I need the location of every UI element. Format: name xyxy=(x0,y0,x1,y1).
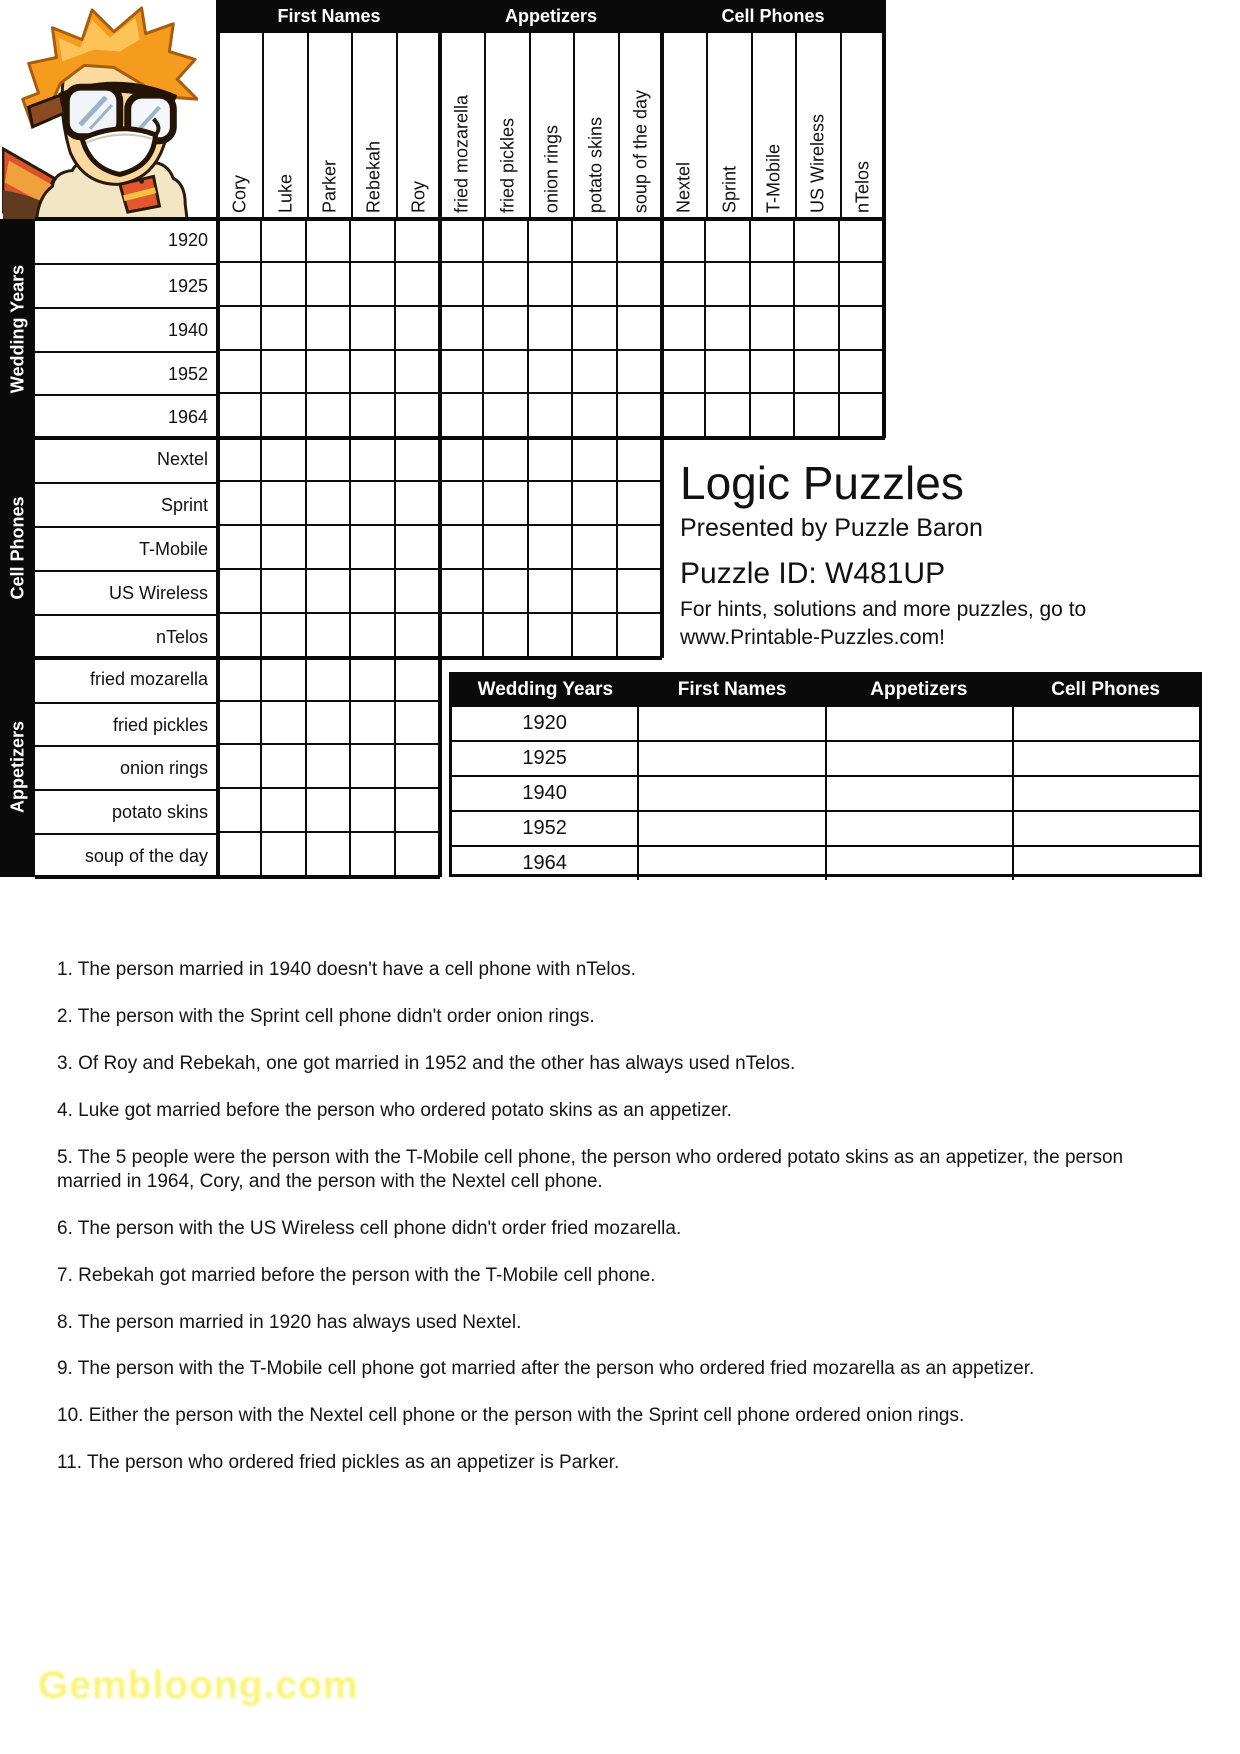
grid-cell[interactable] xyxy=(351,263,395,307)
col-label-text: Luke xyxy=(275,173,296,213)
grid-cell[interactable] xyxy=(795,219,839,263)
grid-cell[interactable] xyxy=(529,351,573,395)
grid-cell[interactable] xyxy=(484,394,528,438)
clue-item: 11. The person who ordered fried pickles as an appetizer is Parker. xyxy=(57,1452,620,1474)
grid-cell[interactable] xyxy=(307,658,351,702)
col-label-text: Nextel xyxy=(673,161,694,213)
answer-empty-cell[interactable] xyxy=(1012,707,1199,740)
grid-cell[interactable] xyxy=(351,438,395,482)
grid-cell[interactable] xyxy=(529,219,573,263)
grid-cell[interactable] xyxy=(573,438,617,482)
grid-cell[interactable] xyxy=(618,614,662,658)
answer-year-cell: 1940 xyxy=(522,782,567,804)
grid-cell[interactable] xyxy=(262,702,306,746)
grid-cell[interactable] xyxy=(218,263,262,307)
grid-cell[interactable] xyxy=(351,394,395,438)
col-label-text: soup of the day xyxy=(630,89,651,213)
grid-cell[interactable] xyxy=(840,219,884,263)
col-label-text: Cory xyxy=(229,174,250,213)
page-title: Logic Puzzles xyxy=(680,457,964,509)
grid-cell[interactable] xyxy=(618,438,662,482)
grid-cell[interactable] xyxy=(396,438,440,482)
col-group-header: First Names xyxy=(218,0,440,33)
col-label xyxy=(440,33,484,219)
grid-cell[interactable] xyxy=(440,570,484,614)
grid-cell[interactable] xyxy=(262,789,306,833)
col-label-text: onion rings xyxy=(541,124,562,213)
row-label: soup of the day xyxy=(35,833,218,877)
row-label: Nextel xyxy=(35,438,218,482)
grid-cell[interactable] xyxy=(795,263,839,307)
grid-cell[interactable] xyxy=(396,394,440,438)
grid-cell[interactable] xyxy=(218,833,262,877)
answer-table xyxy=(449,672,1202,877)
col-label-text: T-Mobile xyxy=(763,143,784,213)
row-label: 1920 xyxy=(35,219,218,263)
grid-cell[interactable] xyxy=(706,351,750,395)
title-block xyxy=(680,459,1220,651)
grid-cell[interactable] xyxy=(573,614,617,658)
grid-cell[interactable] xyxy=(618,482,662,526)
col-label xyxy=(484,33,528,219)
grid-cell[interactable] xyxy=(218,482,262,526)
grid-cell[interactable] xyxy=(262,526,306,570)
answer-empty-cell[interactable] xyxy=(637,777,824,810)
row-label: 1952 xyxy=(35,351,218,395)
grid-cell[interactable] xyxy=(262,219,306,263)
grid-cell[interactable] xyxy=(396,789,440,833)
grid-cell[interactable] xyxy=(396,263,440,307)
answer-year-cell: 1920 xyxy=(522,712,567,734)
grid-cell[interactable] xyxy=(262,482,306,526)
answer-table-row xyxy=(452,705,1199,740)
grid-cell[interactable] xyxy=(218,219,262,263)
answer-empty-cell[interactable] xyxy=(825,742,1012,775)
grid-cell[interactable] xyxy=(218,351,262,395)
grid-cell[interactable] xyxy=(351,789,395,833)
clues-list xyxy=(57,958,1192,1498)
grid-cell[interactable] xyxy=(529,482,573,526)
grid-cell[interactable] xyxy=(840,307,884,351)
row-label: 1940 xyxy=(35,307,218,351)
grid-cell[interactable] xyxy=(573,351,617,395)
grid-cell[interactable] xyxy=(440,614,484,658)
grid-cell[interactable] xyxy=(440,482,484,526)
grid-cell[interactable] xyxy=(840,394,884,438)
grid-cell[interactable] xyxy=(751,219,795,263)
col-label xyxy=(751,33,795,219)
grid-cell[interactable] xyxy=(262,745,306,789)
grid-cell[interactable] xyxy=(573,219,617,263)
row-label: 1925 xyxy=(35,263,218,307)
grid-section-border xyxy=(35,875,440,879)
grid-cell[interactable] xyxy=(840,351,884,395)
grid-cell[interactable] xyxy=(218,438,262,482)
grid-cell[interactable] xyxy=(307,438,351,482)
row-label: Sprint xyxy=(35,482,218,526)
grid-cell[interactable] xyxy=(662,307,706,351)
grid-cell[interactable] xyxy=(795,394,839,438)
grid-section-border xyxy=(35,217,885,221)
grid-cell[interactable] xyxy=(307,702,351,746)
hints-line-2: www.Printable-Puzzles.com! xyxy=(680,625,945,649)
answer-table-header-cell: Cell Phones xyxy=(1051,679,1160,700)
grid-cell[interactable] xyxy=(262,263,306,307)
grid-cell[interactable] xyxy=(351,526,395,570)
answer-empty-cell[interactable] xyxy=(1012,847,1199,880)
grid-cell[interactable] xyxy=(484,351,528,395)
answer-table-row xyxy=(452,810,1199,845)
grid-cell[interactable] xyxy=(484,526,528,570)
row-group-label xyxy=(0,438,35,657)
answer-empty-cell[interactable] xyxy=(825,812,1012,845)
row-label: US Wireless xyxy=(35,570,218,614)
row-group-label xyxy=(0,219,35,438)
grid-cell[interactable] xyxy=(529,438,573,482)
grid-cell[interactable] xyxy=(262,307,306,351)
clue-item: 10. Either the person with the Nextel cell phone or the person with the Sprint cell phone ordered onion rings. xyxy=(57,1405,965,1427)
col-label xyxy=(840,33,884,219)
col-label-text: US Wireless xyxy=(807,113,828,213)
answer-table-header-cell: First Names xyxy=(677,679,787,700)
row-label: fried pickles xyxy=(35,702,218,746)
answer-table-header-row xyxy=(452,675,1199,705)
grid-cell[interactable] xyxy=(440,438,484,482)
grid-cell[interactable] xyxy=(662,263,706,307)
grid-cell[interactable] xyxy=(262,351,306,395)
answer-table-row xyxy=(452,845,1199,880)
grid-cell[interactable] xyxy=(618,394,662,438)
col-label-text: Parker xyxy=(319,159,340,213)
col-label xyxy=(573,33,617,219)
grid-cell[interactable] xyxy=(351,702,395,746)
row-label: 1964 xyxy=(35,394,218,438)
answer-table-row xyxy=(452,740,1199,775)
grid-cell[interactable] xyxy=(573,570,617,614)
col-label-text: Rebekah xyxy=(363,140,384,213)
grid-cell[interactable] xyxy=(440,219,484,263)
grid-cell[interactable] xyxy=(662,351,706,395)
clue-item: 6. The person with the US Wireless cell phone didn't order fried mozarella. xyxy=(57,1217,682,1239)
col-label xyxy=(795,33,839,219)
grid-cell[interactable] xyxy=(396,658,440,702)
grid-cell[interactable] xyxy=(351,570,395,614)
col-label-text: fried pickles xyxy=(497,117,518,213)
grid-cell[interactable] xyxy=(307,482,351,526)
col-group-header: Appetizers xyxy=(440,0,662,33)
subtitle: Presented by Puzzle Baron xyxy=(680,514,983,543)
answer-empty-cell[interactable] xyxy=(637,812,824,845)
watermark: Gembloong.com xyxy=(38,1664,359,1707)
answer-table-header-cell: Wedding Years xyxy=(477,679,614,700)
grid-cell[interactable] xyxy=(662,394,706,438)
grid-cell[interactable] xyxy=(396,745,440,789)
grid-section-border xyxy=(660,0,664,658)
grid-cell[interactable] xyxy=(307,614,351,658)
grid-cell[interactable] xyxy=(484,482,528,526)
clue-item: 5. The 5 people were the person with the T-Mobile cell phone, the person who ordered potato skins as an appetizer, the person married in 1964, Cory, and the person with the Nextel cell phone. xyxy=(57,1146,1124,1192)
grid-cell[interactable] xyxy=(351,219,395,263)
grid-cell[interactable] xyxy=(751,394,795,438)
grid-cell[interactable] xyxy=(351,351,395,395)
grid-cell[interactable] xyxy=(218,526,262,570)
grid-cell[interactable] xyxy=(618,263,662,307)
clue-item: 3. Of Roy and Rebekah, one got married in 1952 and the other has always used nTelos. xyxy=(57,1052,796,1074)
grid-cell[interactable] xyxy=(396,702,440,746)
col-group-header: Cell Phones xyxy=(662,0,884,33)
grid-cell[interactable] xyxy=(573,482,617,526)
grid-cell[interactable] xyxy=(351,614,395,658)
grid-cell[interactable] xyxy=(307,833,351,877)
grid-cell[interactable] xyxy=(218,658,262,702)
row-label: nTelos xyxy=(35,614,218,658)
grid-cell[interactable] xyxy=(218,307,262,351)
grid-cell[interactable] xyxy=(618,526,662,570)
row-label: fried mozarella xyxy=(35,658,218,702)
grid-cell[interactable] xyxy=(351,307,395,351)
grid-cell[interactable] xyxy=(396,833,440,877)
grid-cell[interactable] xyxy=(262,438,306,482)
grid-cell[interactable] xyxy=(218,789,262,833)
clue-item: 9. The person with the T-Mobile cell phone got married after the person who ordered fried mozarella as an appetizer. xyxy=(57,1358,1035,1380)
answer-table-header-cell: Appetizers xyxy=(870,679,968,700)
col-label-text: Sprint xyxy=(719,165,740,213)
grid-cell[interactable] xyxy=(706,219,750,263)
clue-item: 7. Rebekah got married before the person with the T-Mobile cell phone. xyxy=(57,1264,656,1286)
grid-cell[interactable] xyxy=(484,570,528,614)
col-label xyxy=(307,33,351,219)
row-group-label-text: Cell Phones xyxy=(7,496,27,600)
grid-cell[interactable] xyxy=(262,658,306,702)
grid-cell[interactable] xyxy=(840,263,884,307)
grid-cell[interactable] xyxy=(529,614,573,658)
col-label xyxy=(662,33,706,219)
answer-year-cell: 1925 xyxy=(522,747,567,769)
grid-cell[interactable] xyxy=(262,833,306,877)
grid-cell[interactable] xyxy=(262,570,306,614)
grid-cell[interactable] xyxy=(396,219,440,263)
grid-cell[interactable] xyxy=(307,789,351,833)
grid-cell[interactable] xyxy=(307,351,351,395)
grid-cell[interactable] xyxy=(440,263,484,307)
grid-cell[interactable] xyxy=(218,745,262,789)
grid-section-border xyxy=(35,656,662,660)
grid-cell[interactable] xyxy=(706,394,750,438)
answer-year-cell: 1964 xyxy=(522,852,567,874)
grid-cell[interactable] xyxy=(262,394,306,438)
grid-cell[interactable] xyxy=(751,307,795,351)
col-label-text: Roy xyxy=(408,180,429,213)
grid-cell[interactable] xyxy=(573,394,617,438)
grid-cell[interactable] xyxy=(795,307,839,351)
grid-cell[interactable] xyxy=(351,745,395,789)
hints-line-1: For hints, solutions and more puzzles, go to xyxy=(680,598,1087,622)
grid-cell[interactable] xyxy=(351,482,395,526)
grid-section-border xyxy=(35,436,885,440)
grid-cell[interactable] xyxy=(573,307,617,351)
grid-cell[interactable] xyxy=(351,658,395,702)
col-label xyxy=(262,33,306,219)
grid-cell[interactable] xyxy=(396,526,440,570)
grid-cell[interactable] xyxy=(662,219,706,263)
grid-cell[interactable] xyxy=(529,570,573,614)
grid-cell[interactable] xyxy=(218,702,262,746)
col-label-text: fried mozarella xyxy=(451,94,472,213)
grid-cell[interactable] xyxy=(440,351,484,395)
grid-cell[interactable] xyxy=(618,570,662,614)
grid-cell[interactable] xyxy=(618,351,662,395)
grid-cell[interactable] xyxy=(307,263,351,307)
grid-cell[interactable] xyxy=(307,570,351,614)
grid-cell[interactable] xyxy=(307,219,351,263)
grid-cell[interactable] xyxy=(307,526,351,570)
clue-item: 2. The person with the Sprint cell phone didn't order onion rings. xyxy=(57,1005,595,1027)
grid-cell[interactable] xyxy=(351,833,395,877)
grid-cell[interactable] xyxy=(529,263,573,307)
answer-empty-cell[interactable] xyxy=(637,707,824,740)
row-label: T-Mobile xyxy=(35,526,218,570)
clue-item: 8. The person married in 1920 has always used Nextel. xyxy=(57,1311,522,1333)
grid-cell[interactable] xyxy=(396,482,440,526)
col-label xyxy=(351,33,395,219)
answer-empty-cell[interactable] xyxy=(1012,742,1199,775)
grid-cell[interactable] xyxy=(440,307,484,351)
answer-empty-cell[interactable] xyxy=(825,847,1012,880)
grid-cell[interactable] xyxy=(618,219,662,263)
grid-cell[interactable] xyxy=(396,570,440,614)
answer-empty-cell[interactable] xyxy=(637,847,824,880)
grid-cell[interactable] xyxy=(484,614,528,658)
answer-empty-cell[interactable] xyxy=(1012,812,1199,845)
grid-cell[interactable] xyxy=(529,526,573,570)
row-group-label xyxy=(0,658,35,877)
grid-cell[interactable] xyxy=(262,614,306,658)
col-label xyxy=(529,33,573,219)
grid-cell[interactable] xyxy=(573,263,617,307)
grid-cell[interactable] xyxy=(484,307,528,351)
col-label-text: potato skins xyxy=(585,116,606,213)
grid-cell[interactable] xyxy=(618,307,662,351)
row-group-label-text: Wedding Years xyxy=(7,264,27,393)
grid-cell[interactable] xyxy=(751,263,795,307)
grid-cell[interactable] xyxy=(396,351,440,395)
grid-cell[interactable] xyxy=(484,219,528,263)
grid-cell[interactable] xyxy=(529,307,573,351)
hints-text xyxy=(680,596,1220,651)
grid-cell[interactable] xyxy=(706,263,750,307)
answer-empty-cell[interactable] xyxy=(637,742,824,775)
grid-cell[interactable] xyxy=(307,307,351,351)
answer-empty-cell[interactable] xyxy=(1012,777,1199,810)
row-group-label-text: Appetizers xyxy=(7,721,27,814)
puzzle-id: Puzzle ID: W481UP xyxy=(680,557,946,591)
row-label: onion rings xyxy=(35,745,218,789)
answer-empty-cell[interactable] xyxy=(825,707,1012,740)
grid-cell[interactable] xyxy=(706,307,750,351)
grid-cell[interactable] xyxy=(484,438,528,482)
answer-table-row xyxy=(452,775,1199,810)
grid-cell[interactable] xyxy=(440,394,484,438)
grid-cell[interactable] xyxy=(307,745,351,789)
answer-year-cell: 1952 xyxy=(522,817,567,839)
col-label xyxy=(218,33,262,219)
answer-empty-cell[interactable] xyxy=(825,777,1012,810)
grid-cell[interactable] xyxy=(218,570,262,614)
grid-cell[interactable] xyxy=(396,307,440,351)
grid-cell[interactable] xyxy=(218,614,262,658)
clue-item: 4. Luke got married before the person who ordered potato skins as an appetizer. xyxy=(57,1099,732,1121)
col-label xyxy=(706,33,750,219)
grid-cell[interactable] xyxy=(440,526,484,570)
grid-cell[interactable] xyxy=(484,263,528,307)
col-label-text: nTelos xyxy=(852,160,873,213)
grid-cell[interactable] xyxy=(396,614,440,658)
grid-cell[interactable] xyxy=(307,394,351,438)
grid-cell[interactable] xyxy=(529,394,573,438)
clue-item: 1. The person married in 1940 doesn't have a cell phone with nTelos. xyxy=(57,959,636,980)
col-label xyxy=(396,33,440,219)
row-label: potato skins xyxy=(35,789,218,833)
grid-cell[interactable] xyxy=(573,526,617,570)
col-label xyxy=(618,33,662,219)
grid-cell[interactable] xyxy=(795,351,839,395)
grid-cell[interactable] xyxy=(218,394,262,438)
grid-cell[interactable] xyxy=(751,351,795,395)
